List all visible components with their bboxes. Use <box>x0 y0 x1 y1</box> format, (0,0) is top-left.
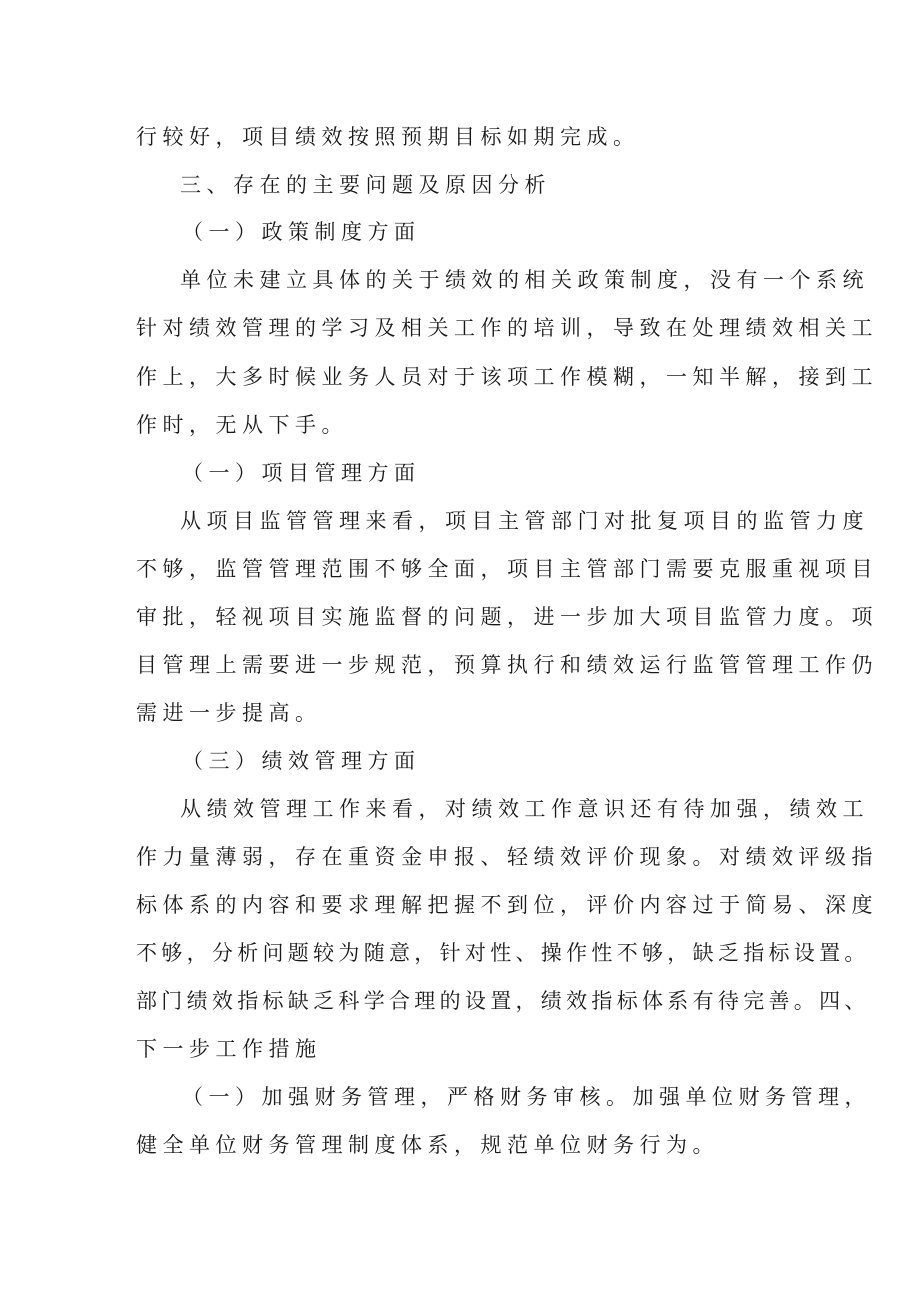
paragraph-line: 行较好，项目绩效按照预期目标如期完成。 <box>136 125 640 149</box>
paragraph-line: 作力量薄弱，存在重资金申报、轻绩效评价现象。对绩效评级指 <box>136 845 878 869</box>
paragraph-line: 从项目监管管理来看，项目主管部门对批复项目的监管力度 <box>180 509 869 533</box>
paragraph-line: 作时，无从下手。 <box>136 413 348 437</box>
paragraph-line: 部门绩效指标缺乏科学合理的设置，绩效指标体系有待完善。四、 <box>136 989 870 1013</box>
subsection-heading: （一）政策制度方面 <box>182 220 421 244</box>
paragraph-line: 不够，监管管理范围不够全面，项目主管部门需要克服重视项目 <box>136 557 878 581</box>
subsection-heading: （三）绩效管理方面 <box>182 749 421 773</box>
paragraph-line: 标体系的内容和要求理解把握不到位，评价内容过于简易、深度 <box>136 893 878 917</box>
paragraph-line: 从绩效管理工作来看，对绩效工作意识还有待加强，绩效工 <box>180 797 869 821</box>
paragraph-line: 作上，大多时候业务人员对于该项工作模糊，一知半解，接到工 <box>136 365 878 389</box>
paragraph-line: 单位未建立具体的关于绩效的相关政策制度，没有一个系统 <box>180 268 869 292</box>
paragraph-line: 审批，轻视项目实施监督的问题，进一步加大项目监管力度。项 <box>136 605 878 629</box>
paragraph-line: 下一步工作措施 <box>136 1037 322 1061</box>
subsection-heading: （一）项目管理方面 <box>182 461 421 485</box>
paragraph-line: 不够，分析问题较为随意，针对性、操作性不够，缺乏指标设置。 <box>136 941 870 965</box>
section-heading: 三、存在的主要问题及原因分析 <box>180 173 551 197</box>
paragraph-line: 目管理上需要进一步规范，预算执行和绩效运行监管管理工作仍 <box>136 653 878 677</box>
paragraph-line: 针对绩效管理的学习及相关工作的培训，导致在处理绩效相关工 <box>136 316 878 340</box>
paragraph-line: 需进一步提高。 <box>136 701 322 725</box>
paragraph-line: 健全单位财务管理制度体系，规范单位财务行为。 <box>136 1133 719 1157</box>
paragraph-line: （一）加强财务管理，严格财务审核。加强单位财务管理， <box>182 1085 871 1109</box>
